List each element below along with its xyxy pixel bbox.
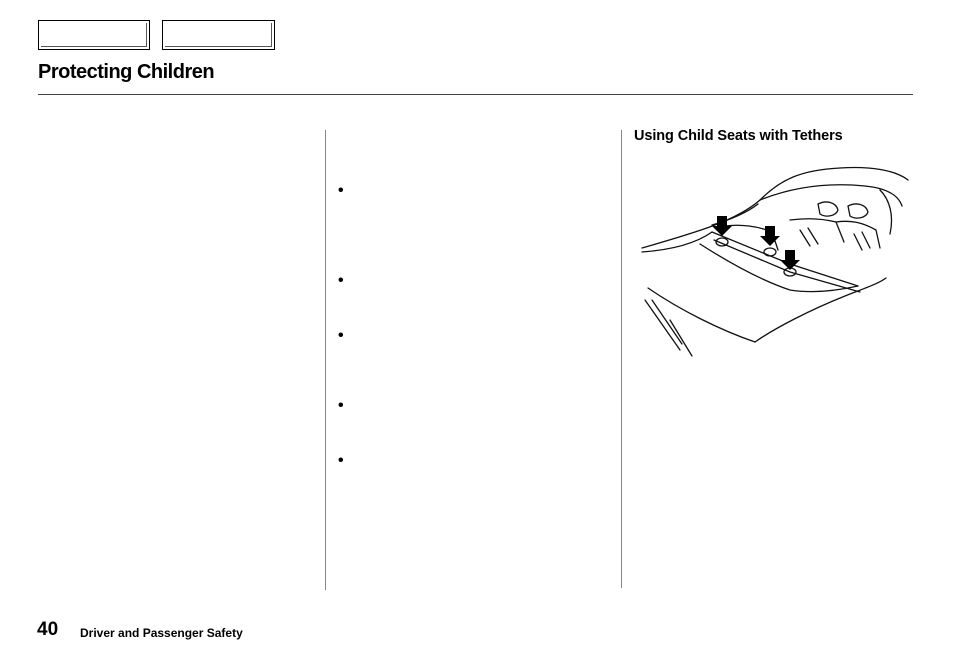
column-divider-right: [621, 130, 622, 588]
page-title: Protecting Children: [38, 61, 215, 83]
section-heading: Using Child Seats with Tethers: [634, 128, 843, 144]
page-number: 40: [37, 619, 59, 640]
footer-section-name: Driver and Passenger Safety: [80, 626, 243, 640]
column-divider-left: [325, 130, 326, 590]
bullet-point: •: [338, 397, 344, 414]
car-rear-shelf-tether-anchors-illustration: [640, 160, 916, 366]
previous-page-button[interactable]: [38, 20, 150, 50]
bullet-point: •: [338, 327, 344, 344]
title-divider: [38, 94, 913, 95]
bullet-point: •: [338, 452, 344, 469]
bullet-point: •: [338, 272, 344, 289]
bullet-point: •: [338, 182, 344, 199]
next-page-button[interactable]: [162, 20, 275, 50]
